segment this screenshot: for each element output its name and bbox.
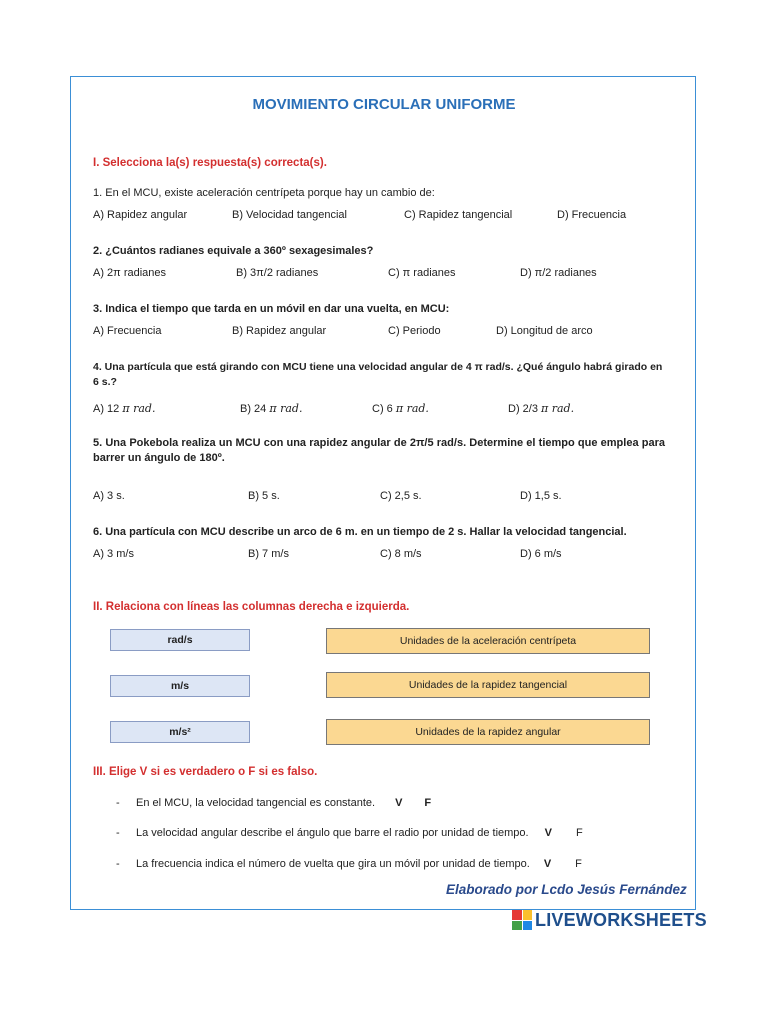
- q2-option-b[interactable]: B) 3π/2 radianes: [236, 267, 319, 279]
- page-title: MOVIMIENTO CIRCULAR UNIFORME: [252, 96, 516, 113]
- tf-item-1-text: En el MCU, la velocidad tangencial es constante.: [136, 797, 376, 809]
- right-box-centripetal[interactable]: Unidades de la aceleración centrípeta: [326, 628, 650, 654]
- author-credit: Elaborado por Lcdo Jesús Fernández: [446, 882, 687, 897]
- q4-option-b-math: π rad.: [269, 402, 303, 415]
- q6-option-a[interactable]: A) 3 m/s: [93, 548, 134, 560]
- left-box-m-s[interactable]: m/s: [110, 675, 250, 697]
- right-box-tangential[interactable]: Unidades de la rapidez tangencial: [326, 672, 650, 698]
- q4-option-d-math: π rad.: [541, 402, 575, 415]
- q5-option-a[interactable]: A) 3 s.: [93, 490, 125, 502]
- q4-option-a[interactable]: [93, 402, 155, 415]
- tf-item-1-f[interactable]: F: [424, 797, 432, 809]
- q6-option-b[interactable]: B) 7 m/s: [248, 548, 289, 560]
- tf-item-3-f[interactable]: F: [575, 858, 582, 870]
- bullet-dash: -: [116, 827, 120, 839]
- tf-item-3: [116, 858, 582, 870]
- tf-item-2: [116, 827, 583, 839]
- bullet-dash: -: [116, 858, 120, 870]
- section-2-heading: II. Relaciona con líneas las columnas derecha e izquierda.: [93, 601, 410, 613]
- section-1-heading: I. Selecciona la(s) respuesta(s) correcta(s).: [93, 157, 327, 169]
- q5-option-d[interactable]: D) 1,5 s.: [520, 490, 562, 502]
- question-2: 2. ¿Cuántos radianes equivale a 360º sexagesimales?: [93, 245, 374, 257]
- q3-option-a[interactable]: A) Frecuencia: [93, 325, 162, 337]
- q6-option-d[interactable]: D) 6 m/s: [520, 548, 562, 560]
- question-5: 5. Una Pokebola realiza un MCU con una rapidez angular de 2π/5 rad/s. Determine el tiempo que emplea para barrer un ángulo de 180º.: [93, 437, 665, 464]
- q1-option-d[interactable]: D) Frecuencia: [557, 209, 627, 221]
- left-box-m-s2[interactable]: m/s²: [110, 721, 250, 743]
- q1-option-b[interactable]: B) Velocidad tangencial: [232, 209, 347, 221]
- right-box-angular[interactable]: Unidades de la rapidez angular: [326, 719, 650, 745]
- question-6: 6. Una partícula con MCU describe un arco de 6 m. en un tiempo de 2 s. Hallar la velocidad tangencial.: [93, 526, 627, 538]
- tf-item-1-v[interactable]: V: [395, 797, 403, 809]
- tf-item-3-v[interactable]: V: [543, 858, 552, 870]
- tf-item-3-text: La frecuencia indica el número de vuelta que gira un móvil por unidad de tiempo.: [136, 858, 530, 870]
- q4-option-a-prefix: A) 12: [93, 403, 123, 415]
- q4-option-b-prefix: B) 24: [240, 403, 270, 415]
- q4-option-d-prefix: D) 2/3: [508, 403, 542, 415]
- q4-option-c-math: π rad.: [395, 402, 429, 415]
- q3-option-d[interactable]: D) Longitud de arco: [496, 325, 593, 337]
- liveworksheets-logo[interactable]: [512, 908, 707, 932]
- question-1: 1. En el MCU, existe aceleración centrípeta porque hay un cambio de:: [93, 187, 435, 199]
- q1-option-c[interactable]: C) Rapidez tangencial: [404, 209, 513, 221]
- q3-option-b[interactable]: B) Rapidez angular: [232, 325, 327, 337]
- q5-option-c[interactable]: C) 2,5 s.: [380, 490, 422, 502]
- q3-option-c[interactable]: C) Periodo: [388, 325, 441, 337]
- q2-option-c[interactable]: C) π radianes: [388, 267, 456, 279]
- liveworksheets-text: LIVEWORKSHEETS: [535, 909, 707, 930]
- question-4: 4. Una partícula que está girando con MCU tiene una velocidad angular de 4 π rad/s. ¿Qué ángulo habrá girado en 6 s.?: [93, 361, 663, 388]
- question-3: 3. Indica el tiempo que tarda en un móvil en dar una vuelta, en MCU:: [93, 303, 450, 315]
- q4-option-d[interactable]: [508, 402, 574, 415]
- tf-item-1: [116, 797, 431, 809]
- q6-option-c[interactable]: C) 8 m/s: [380, 548, 422, 560]
- left-box-rad-s[interactable]: rad/s: [110, 629, 250, 651]
- tf-item-2-text: La velocidad angular describe el ángulo que barre el radio por unidad de tiempo.: [136, 827, 529, 839]
- q2-option-a[interactable]: A) 2π radianes: [93, 267, 167, 279]
- q2-option-d[interactable]: D) π/2 radianes: [520, 267, 597, 279]
- liveworksheets-icon: [512, 910, 532, 930]
- tf-item-2-f[interactable]: F: [575, 827, 583, 839]
- bullet-dash: -: [116, 797, 120, 809]
- q4-option-a-math: π rad.: [122, 402, 156, 415]
- q4-option-b[interactable]: [240, 402, 302, 415]
- q5-option-b[interactable]: B) 5 s.: [248, 490, 280, 502]
- q4-option-c-prefix: C) 6: [372, 403, 396, 415]
- q1-option-a[interactable]: A) Rapidez angular: [93, 209, 188, 221]
- tf-item-2-v[interactable]: V: [544, 827, 552, 839]
- q4-option-c[interactable]: [372, 402, 429, 415]
- section-3-heading: III. Elige V si es verdadero o F si es falso.: [93, 766, 318, 778]
